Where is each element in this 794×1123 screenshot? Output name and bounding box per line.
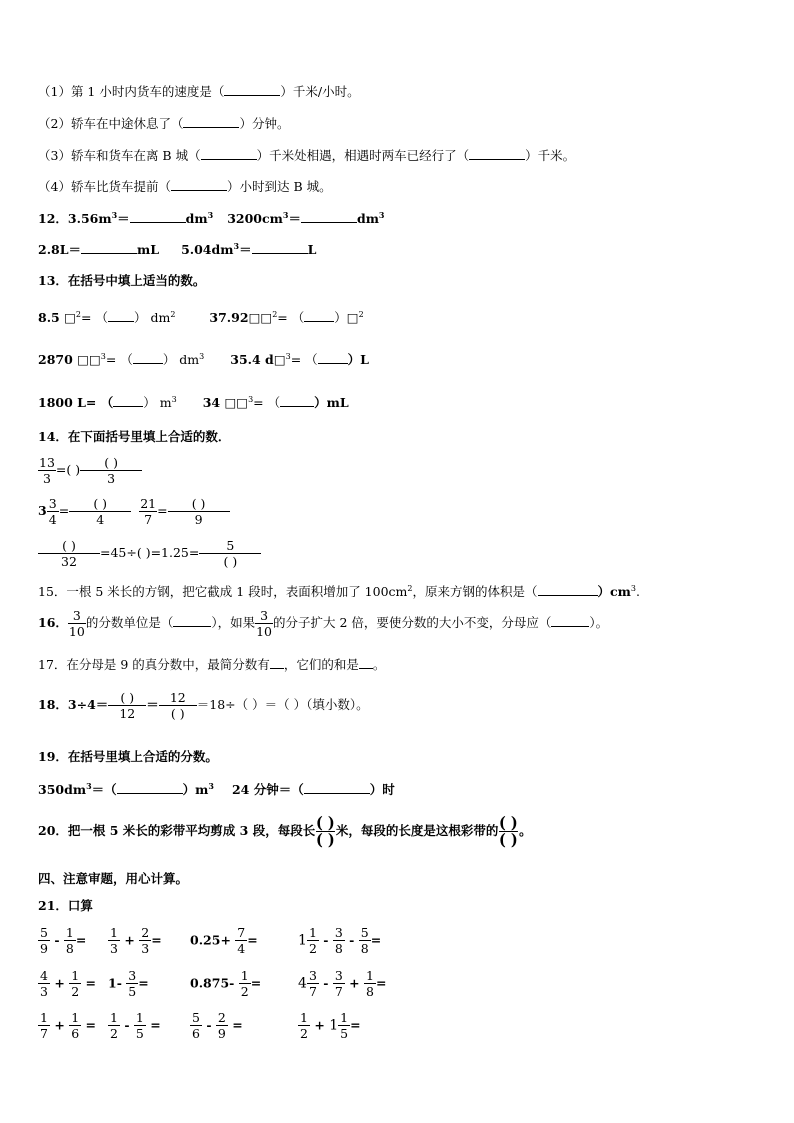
arith-expression bbox=[108, 925, 162, 956]
denominator: 9 bbox=[40, 941, 48, 956]
numerator: 1 bbox=[64, 925, 76, 941]
denominator: 6 bbox=[71, 1026, 80, 1041]
mixed-whole: 1 bbox=[329, 1017, 339, 1034]
denominator: 5 bbox=[135, 1026, 144, 1041]
q14-row1: $\frac{13}{3}$ =( ) ( ) 3 bbox=[38, 455, 142, 486]
operator-text: = bbox=[138, 975, 149, 991]
operator-text: + bbox=[120, 932, 140, 948]
numerator: 1 bbox=[338, 1010, 350, 1026]
numerator: 2 bbox=[216, 1010, 228, 1026]
q13-title: 13．在括号中填上适当的数。 bbox=[38, 273, 206, 288]
numerator: 1 bbox=[38, 1010, 50, 1026]
answer-blank[interactable] bbox=[81, 240, 137, 254]
denominator: 4 bbox=[237, 941, 246, 956]
arith-expression bbox=[298, 1010, 361, 1041]
q12-line2: 2.8L＝ mL $5.04dm^3= L$ bbox=[38, 240, 317, 257]
operator-text: = bbox=[151, 932, 162, 948]
operator-text: - bbox=[318, 975, 333, 991]
denominator: 5 bbox=[128, 984, 137, 999]
fraction: $\frac{21}{7}$ bbox=[140, 496, 157, 527]
numerator: 1 bbox=[364, 968, 376, 984]
arith-expression bbox=[108, 968, 149, 999]
arith-expression bbox=[190, 925, 258, 956]
fraction bbox=[139, 925, 151, 956]
denominator: 6 bbox=[192, 1026, 200, 1041]
fraction bbox=[38, 925, 50, 956]
operator-text: = bbox=[376, 975, 387, 991]
numerator: 1 bbox=[108, 1010, 120, 1026]
numerator: 2 bbox=[139, 925, 151, 941]
fraction: ( ) 32 bbox=[38, 538, 100, 569]
arith-expression bbox=[38, 968, 96, 999]
q16: 16． $\frac{3}{10}$ 的分数单位是（ ），如果 $\frac{3}{10}$ 的分子扩大 2 倍，要使分数的大小不变，分母应（ ）。 bbox=[38, 608, 609, 639]
denominator: 7 bbox=[308, 984, 317, 999]
fraction: $\frac{3}{10}$ bbox=[256, 608, 272, 639]
answer-blank[interactable] bbox=[113, 393, 143, 407]
q18: 18．3÷4＝ ( ) 12 ＝ 12 ( ) ＝18÷（ ）＝（ ）（填小数）。 bbox=[38, 690, 369, 721]
denominator: 8 bbox=[360, 941, 369, 956]
fraction bbox=[126, 968, 138, 999]
q13-row2: 2870 □□$^3$= （ ） $dm^3$ 35.4 d□$^3$= （ ）L bbox=[38, 351, 369, 367]
numerator: 5 bbox=[190, 1010, 202, 1026]
operator-text: 0.25+ bbox=[190, 932, 236, 948]
fraction: $\frac{3}{10}$ bbox=[68, 608, 85, 639]
arith-expression bbox=[38, 925, 86, 956]
numerator: 7 bbox=[235, 925, 247, 941]
operator-text: = bbox=[75, 932, 87, 948]
operator-text: 1- bbox=[108, 975, 127, 991]
answer-blank[interactable] bbox=[108, 308, 134, 322]
numerator: 1 bbox=[134, 1010, 146, 1026]
numerator: 3 bbox=[333, 968, 345, 984]
fraction bbox=[38, 968, 50, 999]
section-heading: 四、注意审题，用心计算。 bbox=[38, 871, 189, 886]
operator-text: = bbox=[247, 932, 258, 948]
answer-blank[interactable] bbox=[270, 655, 284, 669]
arith-expression bbox=[108, 1010, 161, 1041]
fraction: ( ) 9 bbox=[168, 496, 230, 527]
operator-text: + bbox=[344, 975, 365, 991]
fraction bbox=[338, 1010, 350, 1041]
numerator: 4 bbox=[38, 968, 50, 984]
q11-item2: （2）轿车在中途休息了（ ）分钟。 bbox=[38, 116, 290, 131]
numerator: 1 bbox=[298, 1010, 310, 1026]
q13-row3: 1800 L= （ ） $m^3$ 34 □□$^3$= （ ）mL bbox=[38, 394, 349, 410]
denominator: 5 bbox=[340, 1026, 349, 1041]
operator-text: + bbox=[50, 1017, 70, 1033]
arith-expression bbox=[38, 1010, 96, 1041]
operator-text: = bbox=[81, 1017, 97, 1033]
operator-text: = bbox=[81, 975, 97, 991]
q21-title: 21．口算 bbox=[38, 898, 93, 913]
fraction bbox=[38, 1010, 50, 1041]
fraction: ( ) 4 bbox=[69, 496, 131, 527]
denominator: 3 bbox=[110, 941, 118, 956]
q12-line1: 12．$3.56m^3= dm^3$ $3200cm^3= dm^3$ bbox=[38, 209, 385, 226]
q11-item3: （3）轿车和货车在离 B 城（ ）千米处相遇，相遇时两车已经行了（ ）千米。 bbox=[38, 148, 576, 163]
fraction bbox=[69, 968, 81, 999]
operator-text: + bbox=[50, 975, 70, 991]
numerator: 3 bbox=[307, 968, 319, 984]
fraction bbox=[69, 1010, 81, 1041]
q13-row1: 8.5 □$^2$= （ ） $dm^2$ 37.92□□$^2$= （ ）□$^2$ bbox=[38, 309, 364, 325]
arith-expression bbox=[298, 925, 381, 956]
fraction: $\frac{3}{4}$ bbox=[47, 496, 59, 527]
q11-item4: （4）轿车比货车提前（ ）小时到达 B 城。 bbox=[38, 179, 332, 194]
fraction: $\frac{13}{3}$ bbox=[39, 455, 55, 486]
numerator: 3 bbox=[333, 925, 345, 941]
fraction bbox=[298, 1010, 310, 1041]
answer-blank[interactable] bbox=[133, 350, 163, 364]
fraction bbox=[64, 925, 76, 956]
denominator: 2 bbox=[110, 1026, 118, 1041]
operator-text: - bbox=[202, 1017, 216, 1033]
operator-text: = bbox=[250, 975, 262, 991]
denominator: 8 bbox=[366, 984, 374, 999]
denominator: 2 bbox=[71, 984, 80, 999]
fraction: 5 ( ) bbox=[199, 538, 261, 569]
q14-row2: 3 $\frac{3}{4}$ = ( ) 4 $\frac{21}{7}$ = ( ) 9 bbox=[38, 496, 230, 527]
answer-blank[interactable] bbox=[171, 177, 227, 191]
q11-item1: （1）第 1 小时内货车的速度是（ ）千米/小时。 bbox=[38, 84, 360, 99]
q14-row3: ( ) 32 =45÷( )=1.25= 5 ( ) bbox=[38, 538, 261, 569]
fraction bbox=[307, 968, 319, 999]
denominator: 3 bbox=[40, 984, 48, 999]
answer-blank[interactable] bbox=[201, 146, 257, 160]
answer-blank[interactable] bbox=[224, 82, 280, 96]
operator-text: = bbox=[350, 1017, 361, 1033]
numerator: 5 bbox=[38, 925, 50, 941]
arith-expression bbox=[298, 968, 387, 999]
arith-expression bbox=[190, 1010, 243, 1041]
fraction bbox=[235, 925, 247, 956]
numerator: 3 bbox=[126, 968, 138, 984]
fraction bbox=[134, 1010, 146, 1041]
operator-text: + bbox=[310, 1017, 330, 1033]
answer-blank[interactable] bbox=[130, 209, 186, 223]
answer-blank[interactable] bbox=[173, 613, 211, 627]
fraction bbox=[333, 925, 345, 956]
q20: 20．把一根 5 米长的彩带平均剪成 3 段，每段长 ( ) ( ) 米，每段的长度是这根彩带的 ( ) ( ) 。 bbox=[38, 813, 532, 849]
fraction bbox=[108, 925, 120, 956]
answer-blank[interactable] bbox=[318, 350, 348, 364]
operator-text: = bbox=[145, 1017, 161, 1033]
denominator: 9 bbox=[217, 1026, 226, 1041]
mixed-whole: 4 bbox=[298, 975, 307, 992]
answer-blank[interactable] bbox=[280, 393, 314, 407]
numerator: 1 bbox=[69, 968, 81, 984]
answer-blank[interactable] bbox=[183, 114, 239, 128]
denominator: 2 bbox=[308, 941, 317, 956]
denominator: 3 bbox=[141, 941, 150, 956]
denominator: 8 bbox=[334, 941, 343, 956]
fraction bbox=[239, 968, 251, 999]
numerator: 1 bbox=[69, 1010, 81, 1026]
fraction bbox=[359, 925, 371, 956]
answer-blank[interactable] bbox=[469, 146, 525, 160]
numerator: 1 bbox=[239, 968, 251, 984]
denominator: 7 bbox=[334, 984, 343, 999]
q15: 15．一根 5 米长的方钢，把它截成 1 段时，表面积增加了 $100cm^2$，原来方钢的体积是（ ）$cm^3$. bbox=[38, 583, 640, 599]
fraction bbox=[364, 968, 376, 999]
answer-blank[interactable] bbox=[551, 613, 589, 627]
denominator: 7 bbox=[40, 1026, 48, 1041]
answer-blank[interactable] bbox=[304, 308, 334, 322]
operator-text: - bbox=[50, 932, 64, 948]
operator-text: - bbox=[318, 932, 333, 948]
operator-text: = bbox=[227, 1017, 243, 1033]
fraction bbox=[216, 1010, 228, 1041]
numerator: 1 bbox=[108, 925, 120, 941]
fraction: ( ) 12 bbox=[108, 690, 146, 721]
denominator: 8 bbox=[65, 941, 74, 956]
fraction: ( ) 3 bbox=[80, 455, 142, 486]
answer-blank[interactable] bbox=[538, 582, 598, 596]
fraction bbox=[333, 968, 345, 999]
q19-line: $350dm^3=$（ ）$m^3$ 24 分钟＝（ ）时 bbox=[38, 780, 395, 797]
answer-blank[interactable] bbox=[117, 780, 183, 794]
operator-text: - bbox=[120, 1017, 134, 1033]
answer-blank[interactable] bbox=[359, 655, 373, 669]
q17: 17．在分母是 9 的真分数中，最简分数有 ，它们的和是 。 bbox=[38, 657, 386, 672]
fraction: 12 ( ) bbox=[159, 690, 197, 721]
operator-text: - bbox=[344, 932, 359, 948]
numerator: 1 bbox=[307, 925, 319, 941]
answer-blank[interactable] bbox=[252, 240, 308, 254]
mixed-whole: 1 bbox=[298, 932, 307, 949]
operator-text: = bbox=[370, 932, 382, 948]
answer-blank[interactable] bbox=[304, 780, 370, 794]
fraction bbox=[190, 1010, 202, 1041]
denominator: 2 bbox=[240, 984, 249, 999]
q19-title: 19．在括号里填上合适的分数。 bbox=[38, 749, 218, 764]
denominator: 2 bbox=[300, 1026, 308, 1041]
numerator: 5 bbox=[359, 925, 371, 941]
fraction-blank[interactable]: ( ) ( ) bbox=[499, 813, 519, 849]
answer-blank[interactable] bbox=[301, 209, 357, 223]
fraction-blank[interactable]: ( ) ( ) bbox=[316, 813, 335, 849]
arith-expression bbox=[190, 968, 261, 999]
operator-text: 0.875- bbox=[190, 975, 239, 991]
q14-title: 14．在下面括号里填上合适的数． bbox=[38, 429, 231, 444]
fraction bbox=[108, 1010, 120, 1041]
fraction bbox=[307, 925, 319, 956]
